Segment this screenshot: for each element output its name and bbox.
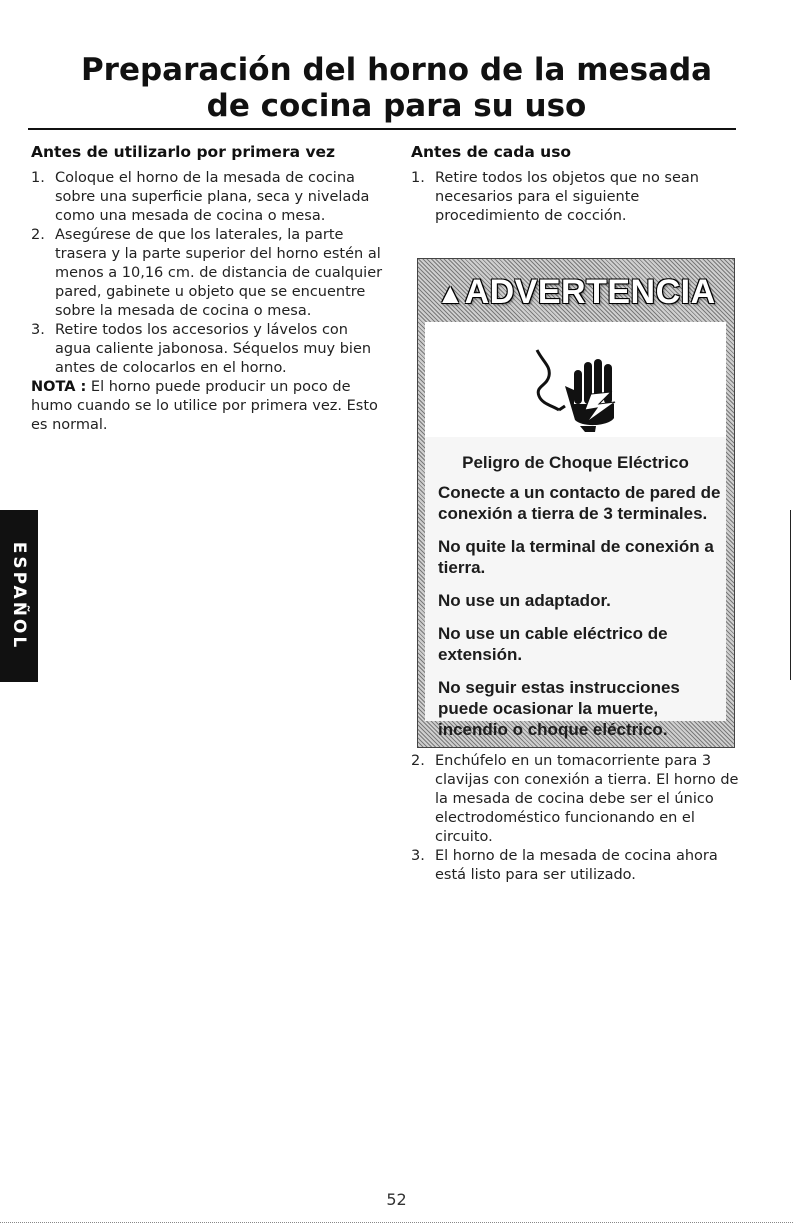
warning-box bbox=[417, 258, 735, 748]
step-text: Retire todos los objetos que no sean necesarios para el siguiente procedimiento de cocción. bbox=[435, 170, 699, 224]
step-number: 1. bbox=[411, 170, 425, 186]
warning-line: No quite la terminal de conexión a tierra. bbox=[438, 537, 714, 577]
step-number: 2. bbox=[411, 753, 425, 769]
warning-pictogram bbox=[425, 322, 726, 437]
warning-line: No seguir estas instrucciones puede ocasionar la muerte, incendio o choque eléctrico. bbox=[438, 678, 680, 739]
each-use-steps-bottom bbox=[411, 752, 741, 885]
step-text: Coloque el horno de la mesada de cocina sobre una superficie plana, seca y nivelada como una mesada de cocina o mesa. bbox=[55, 170, 370, 224]
list-item bbox=[31, 169, 386, 226]
warning-line: No use un cable eléctrico de extensión. bbox=[438, 624, 668, 664]
list-item bbox=[411, 847, 741, 885]
list-item bbox=[31, 321, 386, 378]
language-tab-text: ESPAÑOL bbox=[9, 541, 29, 651]
step-number: 2. bbox=[31, 227, 45, 243]
language-tab-label bbox=[0, 510, 38, 682]
note-label: NOTA : bbox=[31, 379, 87, 395]
list-item bbox=[411, 752, 741, 847]
electric-shock-hand-icon bbox=[425, 322, 726, 435]
section-heading-first-use: Antes de utilizarlo por primera vez bbox=[31, 143, 336, 161]
left-column bbox=[31, 143, 386, 435]
step-number: 1. bbox=[31, 170, 45, 186]
warning-line: No use un adaptador. bbox=[438, 591, 611, 610]
warning-title bbox=[418, 273, 734, 312]
note bbox=[31, 378, 386, 435]
list-item bbox=[31, 226, 386, 321]
warning-text-panel bbox=[425, 437, 726, 739]
right-column-continued bbox=[411, 752, 741, 885]
note-text: El horno puede producir un poco de humo cuando se lo utilice por primera vez. Esto es normal. bbox=[31, 379, 378, 433]
step-text: Enchúfelo en un tomacorriente para 3 clavijas con conexión a tierra. El horno de la mesada de cocina debe ser el único electrodoméstico funcionando en el circuito. bbox=[435, 753, 739, 845]
title-divider bbox=[28, 128, 736, 130]
page-title bbox=[0, 52, 793, 124]
section-heading-each-use: Antes de cada uso bbox=[411, 143, 572, 161]
warning-line: Conecte a un contacto de pared de conexión a tierra de 3 terminales. bbox=[438, 483, 721, 523]
step-text: El horno de la mesada de cocina ahora está listo para ser utilizado. bbox=[435, 848, 718, 883]
right-margin-line bbox=[790, 510, 791, 680]
warning-title-text: ADVERTENCIA bbox=[464, 273, 716, 311]
warning-triangle-icon: ▲ bbox=[436, 278, 465, 309]
page-number: 52 bbox=[386, 1190, 407, 1209]
step-number: 3. bbox=[31, 322, 45, 338]
step-text: Asegúrese de que los laterales, la parte trasera y la parte superior del horno estén al menos a 10,16 cm. de distancia de cualquier pared, gabinete u objeto que se encuentre sobre la mesada de cocina o mesa. bbox=[55, 227, 383, 319]
step-text: Retire todos los accesorios y lávelos con agua caliente jabonosa. Séquelos muy bien antes de colocarlos en el horno. bbox=[55, 322, 372, 376]
first-use-steps bbox=[31, 169, 386, 378]
right-column bbox=[411, 143, 741, 226]
page-title-line2: de cocina para su uso bbox=[206, 88, 587, 124]
page-title-line1: Preparación del horno de la mesada bbox=[80, 52, 713, 88]
hazard-heading: Peligro de Choque Eléctrico bbox=[462, 453, 689, 472]
each-use-steps-top bbox=[411, 169, 741, 226]
step-number: 3. bbox=[411, 848, 425, 864]
list-item bbox=[411, 169, 741, 226]
page-bottom-border bbox=[0, 1222, 793, 1223]
